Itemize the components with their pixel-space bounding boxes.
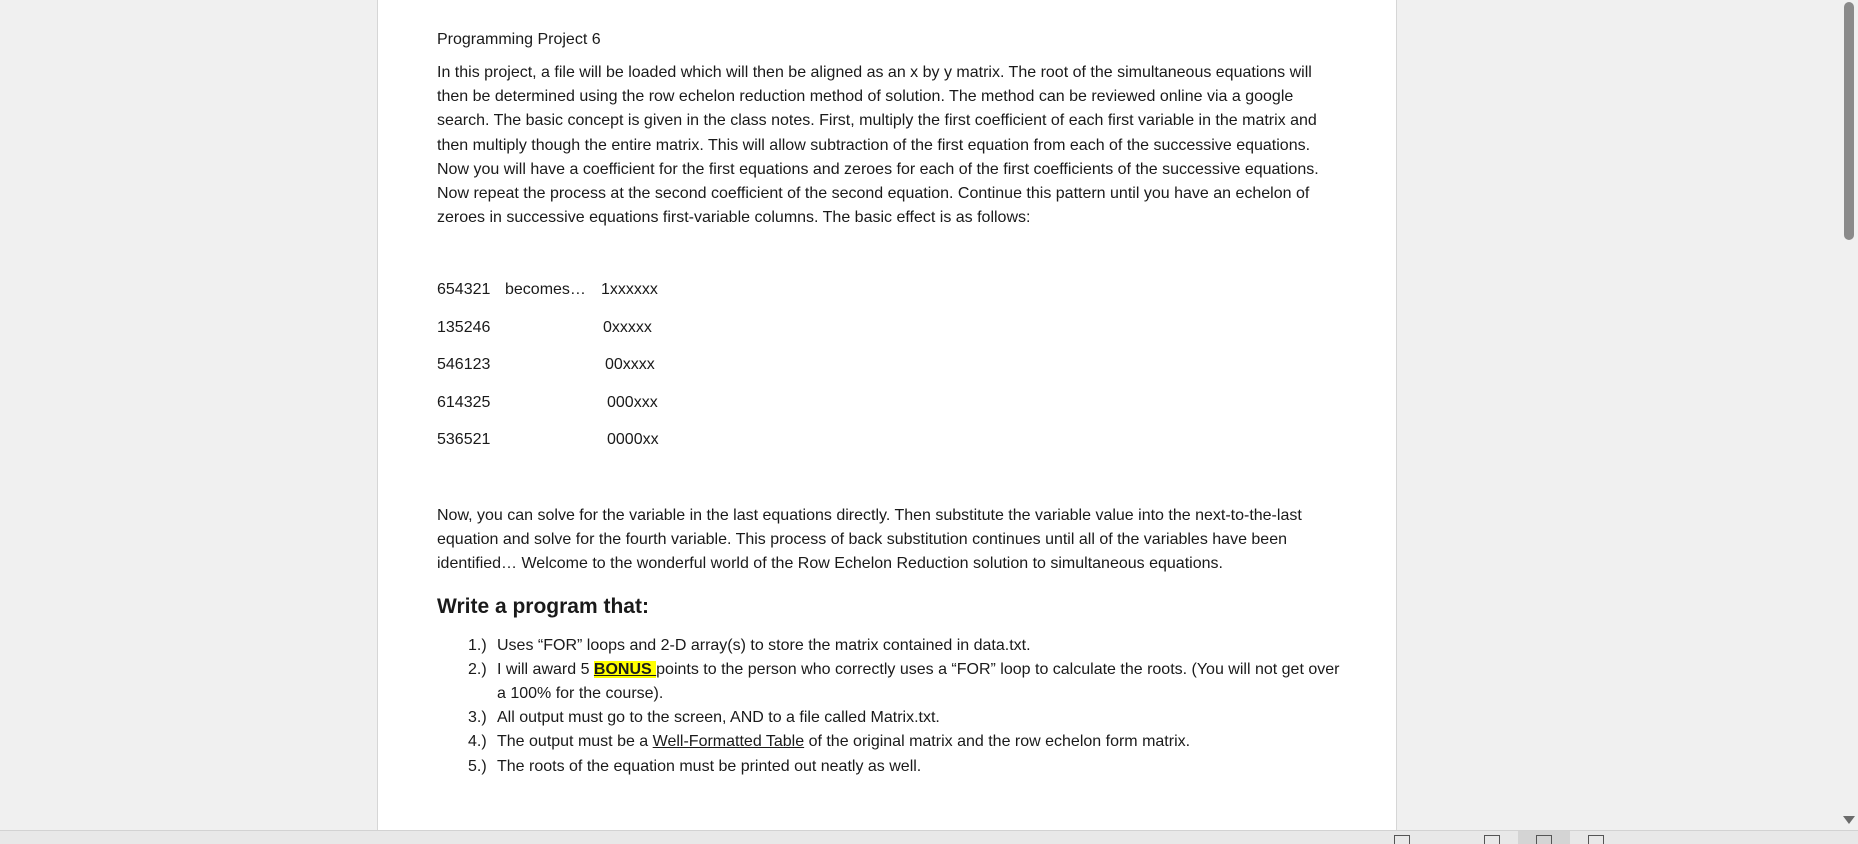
list-number: 4.): [468, 733, 487, 751]
matrix-original-value: 614325: [437, 393, 491, 411]
read-mode-button[interactable]: [1474, 831, 1508, 844]
matrix-reduced-value: 000xxx: [607, 393, 658, 411]
intro-paragraph: In this project, a file will be loaded which will then be aligned as an x by y matrix. The root of the simultaneous equations will then be determined using the row echelon reduction method of solution. The method can be reviewed online via a google search. The basic concept is given in the class notes. First, multiply the first coefficient of each first variable in the matrix and then multiply though the entire matrix. This will allow subtraction of the first equation from each of the successive equations. Now you will have a coefficient for the first equations and zeroes for each of the first coefficients of the successive equations. Now repeat the process at the second coefficient of the second equation. Continue this pattern until you have an echelon of zeroes in successive equations first-variable columns. The basic effect is as follows:: [437, 64, 1319, 227]
web-layout-button[interactable]: [1578, 831, 1612, 844]
matrix-original-value: 654321: [437, 281, 491, 299]
list-item-text: I will award 5: [497, 660, 594, 678]
focus-icon: [1394, 835, 1410, 844]
list-number: 5.): [468, 757, 487, 775]
matrix-row: [437, 355, 1342, 393]
list-item-text: The roots of the equation must be printed out neatly as well.: [497, 757, 922, 775]
matrix-reduced-value: 0xxxxx: [603, 318, 652, 336]
section-heading: Write a program that:: [437, 594, 649, 618]
matrix-reduced-value: 00xxxx: [605, 356, 655, 374]
list-item-text: of the original matrix and the row echelon form matrix.: [804, 733, 1191, 751]
document-title: Programming Project 6: [437, 31, 601, 48]
list-number: 3.): [468, 709, 487, 727]
list-item: [437, 755, 1342, 779]
list-item-text: The output must be a: [497, 733, 653, 751]
book-icon: [1484, 835, 1500, 844]
matrix-reduced-value: 0000xx: [607, 431, 659, 449]
matrix-example: [437, 280, 1342, 468]
vertical-scrollbar[interactable]: [1840, 0, 1858, 830]
document-page[interactable]: [377, 0, 1397, 830]
conclusion-paragraph: Now, you can solve for the variable in the last equations directly. Then substitute the variable value into the next-to-the-last equation and solve for the fourth variable. This process of back substitution continues until all of the variables have been identified… Welcome to the wonderful world of the Row Echelon Reduction solution to simultaneous equations.: [437, 506, 1302, 573]
list-item: [437, 730, 1342, 754]
list-item: [437, 658, 1342, 706]
list-item: [437, 706, 1342, 730]
becomes-label: becomes…: [505, 281, 586, 299]
list-item-text: All output must go to the screen, AND to a file called Matrix.txt.: [497, 709, 940, 727]
status-bar: [0, 830, 1858, 844]
list-number: 1.): [468, 636, 487, 654]
underlined-text: Well-Formatted Table: [652, 733, 805, 751]
requirements-list: [437, 634, 1342, 779]
matrix-row: [437, 393, 1342, 431]
document-body[interactable]: [437, 30, 1342, 779]
list-number: 2.): [468, 660, 487, 678]
matrix-row: [437, 280, 1342, 318]
matrix-reduced-value: 1xxxxxx: [601, 281, 658, 299]
scrollbar-thumb[interactable]: [1844, 2, 1854, 240]
list-item: [437, 634, 1342, 658]
scroll-down-arrow-icon[interactable]: [1843, 816, 1855, 824]
list-item-text: Uses “FOR” loops and 2-D array(s) to store the matrix contained in data.txt.: [497, 636, 1031, 654]
matrix-original-value: 546123: [437, 356, 491, 374]
matrix-row: [437, 430, 1342, 468]
list-item-text: points to the person who correctly uses a “FOR” loop to calculate the roots. (You will not get over a 100% for the course).: [497, 660, 1340, 702]
matrix-original-value: 135246: [437, 318, 491, 336]
print-layout-button[interactable]: [1518, 831, 1570, 844]
page-icon: [1536, 835, 1552, 844]
matrix-row: [437, 318, 1342, 356]
bonus-highlight: BONUS: [593, 660, 657, 678]
matrix-original-value: 536521: [437, 431, 491, 449]
web-layout-icon: [1588, 835, 1604, 844]
focus-mode-button[interactable]: [1384, 831, 1418, 844]
